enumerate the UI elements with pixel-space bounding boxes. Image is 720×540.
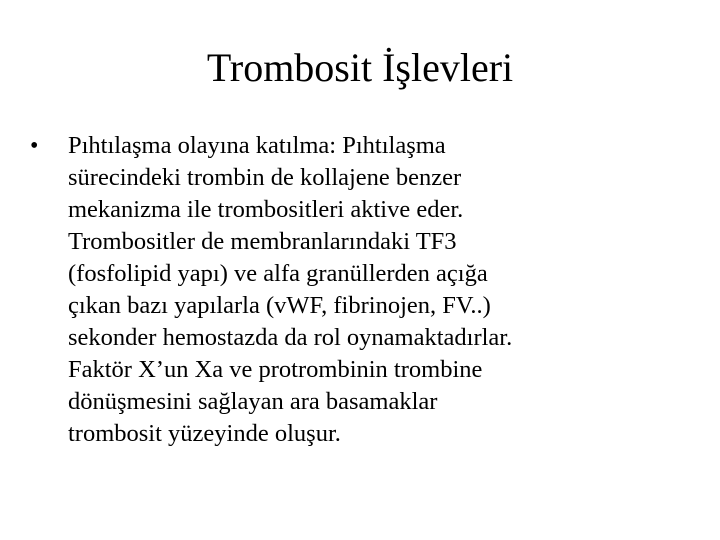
- bullet-line: (fosfolipid yapı) ve alfa granüllerden açığa: [68, 260, 488, 287]
- bullet-line: mekanizma ile trombositleri aktive eder.: [68, 196, 464, 223]
- bullet-line: Faktör X’un Xa ve protrombinin trombine: [68, 356, 483, 383]
- bullet-line: Pıhtılaşma olayına katılma: Pıhtılaşma: [68, 132, 446, 159]
- bullet-list: [30, 130, 690, 450]
- bullet-line: sürecindeki trombin de kollajene benzer: [68, 164, 462, 191]
- bullet-line: sekonder hemostazda da rol oynamaktadırlar.: [68, 324, 513, 351]
- bullet-line: Trombositler de membranlarındaki TF3: [68, 228, 457, 255]
- bullet-item: [30, 130, 690, 450]
- bullet-marker: •: [30, 133, 39, 159]
- bullet-line: trombosit yüzeyinde oluşur.: [68, 420, 341, 447]
- bullet-line: dönüşmesini sağlayan ara basamaklar: [68, 388, 438, 415]
- bullet-text: [68, 130, 512, 450]
- bullet-line: çıkan bazı yapılarla (vWF, fibrinojen, FV..): [68, 292, 491, 319]
- slide-title: Trombosit İşlevleri: [206, 45, 514, 90]
